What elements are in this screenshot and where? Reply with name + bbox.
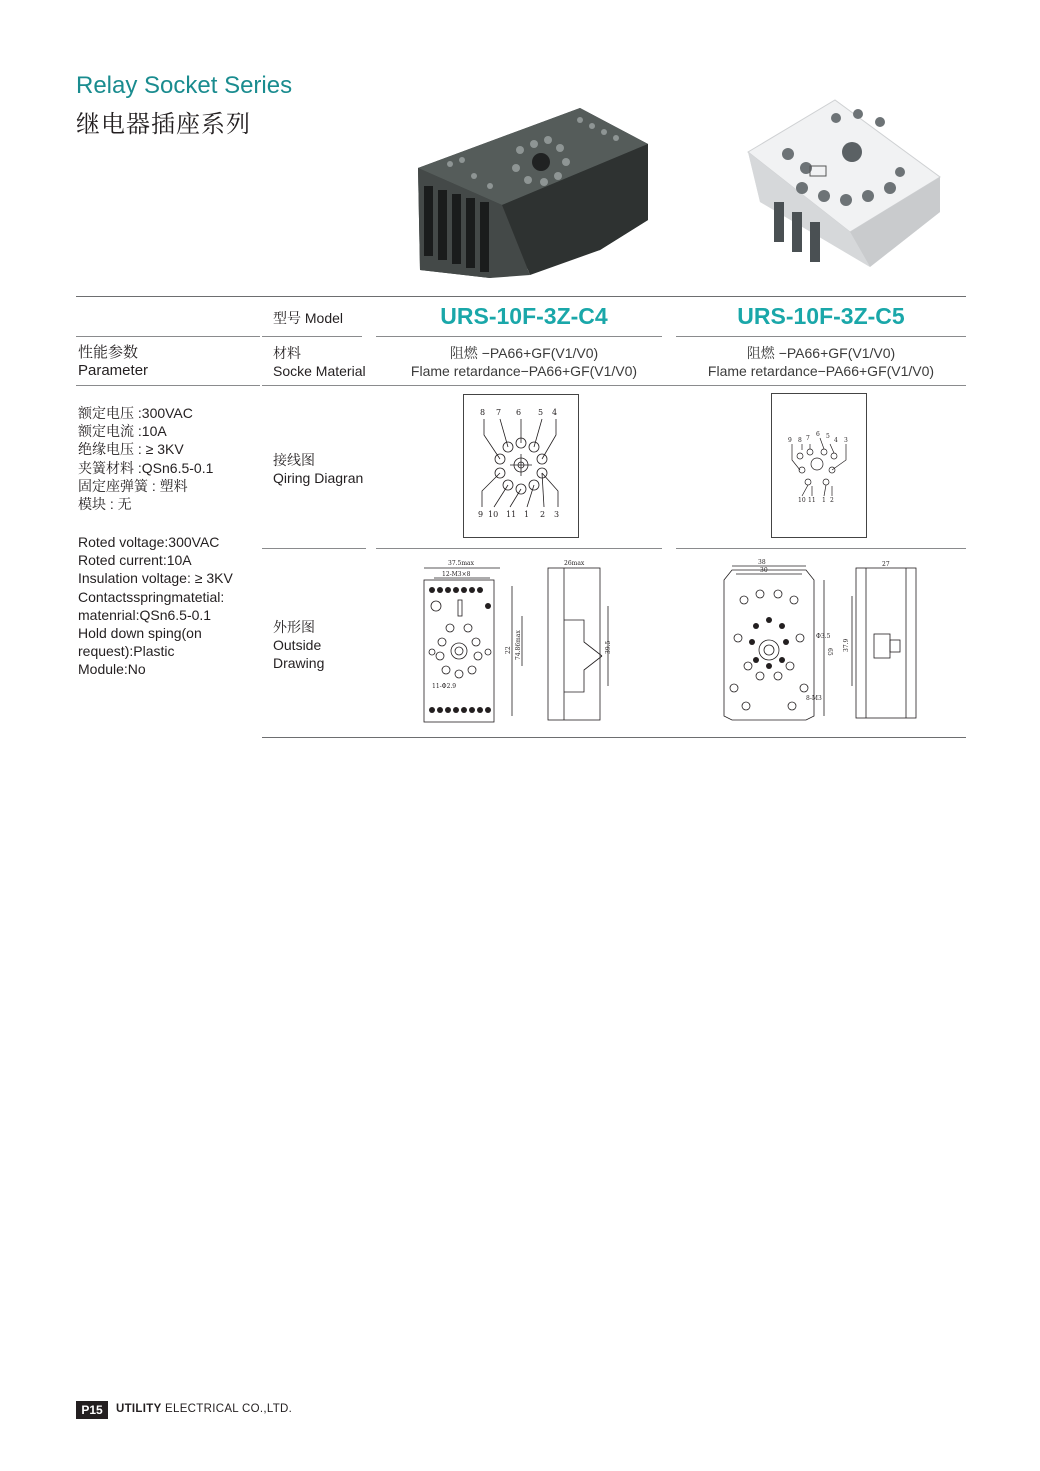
c4-bottom-pin: 11: [506, 510, 517, 519]
c4-top-pin: 7: [496, 408, 502, 417]
company-name: [116, 1403, 292, 1415]
param-en-line: Roted voltage:300VAC: [78, 534, 220, 550]
c4-top-pin: 5: [538, 408, 544, 417]
c4-dim-d2: 74.86max: [515, 630, 522, 660]
c4-bottom-pin: 2: [540, 510, 546, 519]
c4-bottom-pin: 10: [488, 510, 499, 519]
company-name-rest: ELECTRICAL CO.,LTD.: [161, 1403, 293, 1415]
model-c4: URS-10F-3Z-C4: [440, 303, 608, 329]
c4-dim-d3: 39.5: [605, 640, 612, 654]
c5-dim-d3: 37.9: [843, 638, 850, 652]
c5-top-pin: 7: [806, 435, 810, 442]
c5-dim-d2: 65: [826, 648, 833, 656]
rule-param-bottom: [76, 385, 260, 386]
outside-drawing-c4: [414, 556, 624, 726]
material-c5-cn: 阻燃 −PA66+GF(V1/V0): [746, 345, 896, 361]
wiring-diagram-c5: [771, 393, 867, 538]
parameter-label-cn: 性能参数: [78, 344, 139, 361]
wiring-label-en: Qiring Diagran: [273, 470, 364, 486]
series-title-en: Relay Socket Series: [76, 72, 293, 99]
outside-label-en: Outside: [273, 637, 322, 653]
product-photo-c5: [740, 92, 960, 287]
c4-top-pin: 6: [516, 408, 522, 417]
material-label-en: Socke Material: [273, 363, 366, 379]
c5-bottom-pin: 2: [830, 497, 834, 504]
page-number: P15: [76, 1401, 108, 1419]
c5-bottom-pin: 10: [798, 497, 806, 504]
param-en-line: Module:No: [78, 661, 146, 678]
parameters-cn-list: [78, 404, 213, 513]
parameters-en-list: [78, 533, 233, 679]
rule-model-c4: [376, 336, 662, 337]
param-en-line: Hold down sping(on: [78, 625, 202, 642]
c5-bottom-pin: 1: [822, 497, 826, 504]
product-photo-c4: [410, 100, 660, 290]
param-en-line: Insulation voltage: ≥ 3KV: [78, 570, 233, 587]
wiring-label-cn: 接线图: [273, 452, 315, 468]
wiring-diagram-c4: [463, 394, 579, 538]
c5-top-pin: 6: [816, 431, 820, 438]
param-cn-line: 固定座弹簧 : 塑料: [78, 477, 188, 494]
rule-wiring-c5: [676, 548, 966, 549]
material-label-cn: 材料: [273, 345, 301, 361]
c4-bottom-pin: 3: [554, 510, 560, 519]
rule-param-top: [76, 336, 260, 337]
c5-dim-screws: 8-M3: [806, 695, 822, 702]
rule-bottom: [262, 737, 966, 738]
parameter-label-en: Parameter: [78, 362, 149, 379]
c5-bottom-pin: 11: [808, 497, 816, 504]
param-cn-line: 夹簧材料 :QSn6.5-0.1: [78, 459, 214, 476]
c4-bottom-pin: 9: [478, 510, 484, 519]
rule-wiring-label: [262, 548, 366, 549]
c4-dim-depth: 26max: [564, 560, 585, 567]
param-en-line: Contactsspringmatetial:: [78, 588, 225, 605]
model-label: 型号 Model: [273, 310, 344, 326]
c5-top-pin: 3: [844, 437, 848, 444]
c4-dim-screws: 12-M3×8: [442, 571, 471, 578]
rule-model-c5: [676, 336, 966, 337]
outside-drawing-c5: [716, 556, 922, 726]
model-c5: URS-10F-3Z-C5: [737, 303, 905, 329]
series-title-cn: 继电器插座系列: [76, 111, 251, 138]
param-en-line: request):Plastic: [78, 643, 175, 660]
company-name-bold: UTILITY: [116, 1403, 162, 1415]
param-cn-line: 额定电流 :10A: [78, 423, 167, 440]
outside-label-cn: 外形图: [273, 619, 315, 635]
c4-top-pin: 4: [552, 408, 558, 417]
c5-dim-depth: 27: [882, 561, 890, 568]
rule-material-bottom: [262, 385, 966, 386]
c4-dim-d1: 22: [505, 646, 512, 654]
c5-dim-w2: 30: [760, 567, 768, 574]
rule-wiring-c4: [376, 548, 662, 549]
c5-dim-w1: 38: [758, 559, 766, 566]
material-c4-en: Flame retardance−PA66+GF(V1/V0): [410, 363, 638, 379]
param-cn-line: 模块 : 无: [78, 496, 132, 513]
param-cn-line: 额定电压 :300VAC: [78, 405, 193, 421]
param-cn-line: 绝缘电压 : ≥ 3KV: [78, 441, 184, 458]
material-c5-en: Flame retardance−PA66+GF(V1/V0): [707, 363, 935, 379]
c5-top-pin: 8: [798, 437, 802, 444]
c5-top-pin: 9: [788, 437, 792, 444]
c4-dim-holes: 11-Φ2.9: [432, 683, 457, 690]
rule-top: [76, 296, 966, 297]
c5-top-pin: 5: [826, 433, 830, 440]
c5-dim-d1: Φ3.5: [816, 633, 831, 640]
param-en-line: Roted current:10A: [78, 552, 192, 569]
c4-dim-width: 37.5max: [448, 560, 475, 567]
param-en-line: matenrial:QSn6.5-0.1: [78, 606, 212, 623]
rule-model-label: [262, 336, 362, 337]
c5-top-pin: 4: [834, 437, 838, 444]
material-c4-cn: 阻燃 −PA66+GF(V1/V0): [449, 345, 599, 361]
outside-label-en2: Drawing: [273, 655, 325, 671]
c4-top-pin: 8: [480, 408, 486, 417]
c4-bottom-pin: 1: [524, 510, 530, 519]
